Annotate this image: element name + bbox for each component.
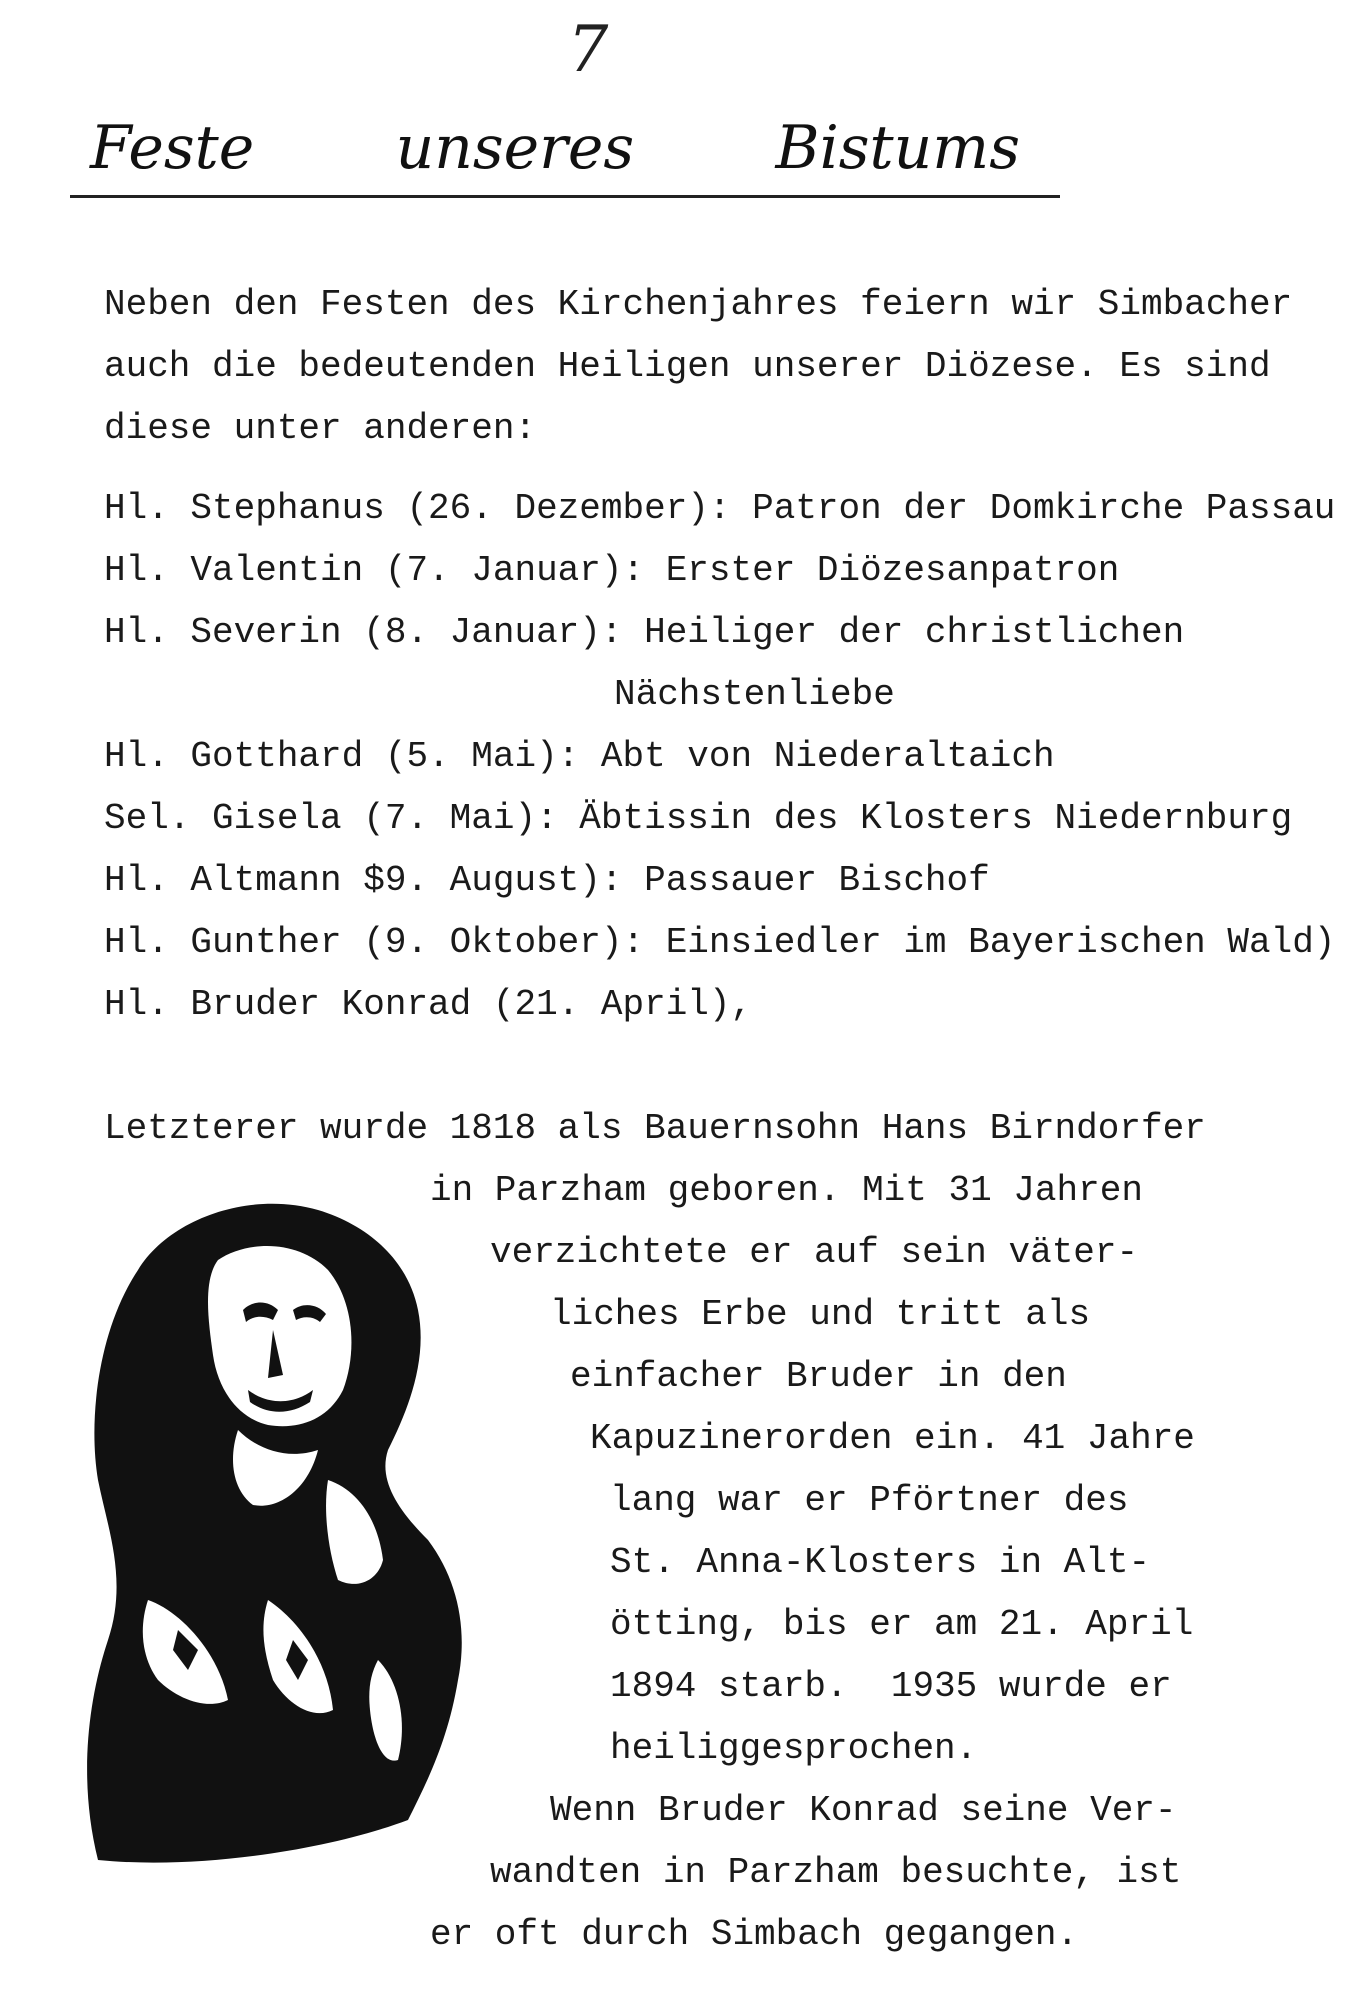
bio-line: er oft durch Simbach gegangen. — [430, 1914, 1079, 1955]
saint-text: Hl. Severin (8. Januar): Heiliger der christlichen — [104, 612, 1185, 653]
intro-line: diese unter anderen: — [104, 408, 537, 449]
bio-line: ötting, bis er am 21. April — [610, 1604, 1194, 1645]
page-title — [70, 108, 1060, 198]
saint-entry — [104, 974, 1335, 1036]
saint-text: Hl. Bruder Konrad (21. April), — [104, 984, 753, 1025]
saint-entry — [104, 478, 1335, 540]
saint-text: Hl. Valentin (7. Januar): Erster Diözesanpatron — [104, 550, 1120, 591]
saints-list — [104, 478, 1335, 1036]
saint-text: Hl. Gotthard (5. Mai): Abt von Niederaltaich — [104, 736, 1055, 777]
title-word: unseres — [395, 113, 635, 183]
bio-line: Wenn Bruder Konrad seine Ver- — [550, 1790, 1177, 1831]
bio-line: verzichtete er auf sein väter- — [490, 1232, 1139, 1273]
bruder-konrad-portrait — [78, 1180, 538, 1880]
saint-entry — [104, 850, 1335, 912]
intro-line: Neben den Festen des Kirchenjahres feiern wir Simbacher — [104, 284, 1293, 325]
saint-entry — [104, 912, 1335, 974]
saint-text: Hl. Gunther (9. Oktober): Einsiedler im Bayerischen Wald) — [104, 922, 1336, 963]
page-number: 7 — [567, 13, 609, 87]
intro-line: auch die bedeutenden Heiligen unserer Diözese. Es sind — [104, 346, 1271, 387]
bio-line: St. Anna-Klosters in Alt- — [610, 1542, 1151, 1583]
saint-text: Hl. Altmann $9. August): Passauer Bischof — [104, 860, 990, 901]
bio-line: wandten in Parzham besuchte, ist — [490, 1852, 1182, 1893]
title-word: Bistums — [775, 113, 1020, 183]
bio-line: 1894 starb. 1935 wurde er — [610, 1666, 1172, 1707]
saint-entry — [104, 602, 1335, 726]
saint-text-continuation: Nächstenliebe — [614, 674, 895, 715]
bio-line: einfacher Bruder in den — [570, 1356, 1067, 1397]
intro-paragraph — [104, 274, 1292, 460]
saint-entry — [104, 788, 1335, 850]
bio-line: in Parzham geboren. Mit 31 Jahren — [430, 1170, 1143, 1211]
bio-line: liches Erbe und tritt als — [550, 1294, 1091, 1335]
bio-line: Letzterer wurde 1818 als Bauernsohn Hans Birndorfer — [104, 1108, 1206, 1149]
title-word: Feste — [90, 113, 255, 183]
saint-text: Sel. Gisela (7. Mai): Äbtissin des Klosters Niedernburg — [104, 798, 1293, 839]
saint-entry — [104, 726, 1335, 788]
bio-line: lang war er Pförtner des — [610, 1480, 1129, 1521]
bio-line: heiliggesprochen. — [610, 1728, 978, 1769]
saint-entry — [104, 540, 1335, 602]
saint-text: Hl. Stephanus (26. Dezember): Patron der Domkirche Passau — [104, 488, 1336, 529]
bio-line: Kapuzinerorden ein. 41 Jahre — [590, 1418, 1195, 1459]
